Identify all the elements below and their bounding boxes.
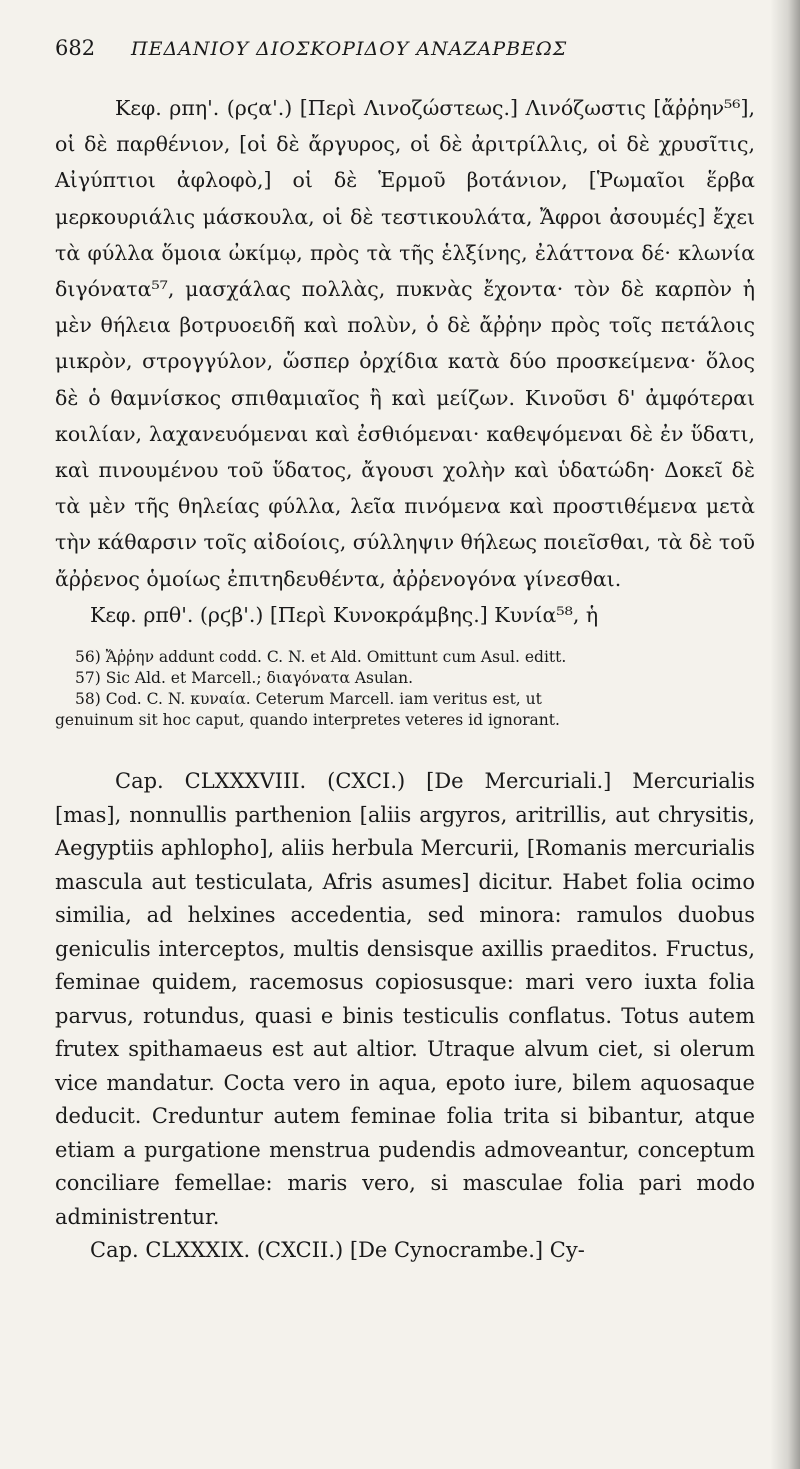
page-header [55, 36, 755, 82]
footnote-58-continuation: genuinum sit hoc caput, quando interpretes veteres id ignorant. [55, 711, 560, 730]
footnote-57: 57) Sic Ald. et Marcell.; διαγόνατα Asulan. [75, 669, 414, 688]
greek-chapter-linozostis: Κεφ. ρπη'. (ρϛα'.) [Περὶ Λινοζώστεως.] Λινόζωστις [ἄῤῥην⁵⁶], οἱ δὲ παρθένιον, [οἱ δὲ ἄργυρος, οἱ δὲ ἀριτρίλλις, οἱ δὲ χρυσῖτις, Αἰγύπτιοι ἀφλοφὸ,] οἱ δὲ Ἑρμοῦ βοτάνιον, [Ῥωμαῖοι ἕρβα μερκουριάλις μάσκουλα, οἱ δὲ τεστικουλάτα, Ἄφροι ἀσουμές] ἔχει τὰ φύλλα ὅμοια ὠκίμῳ, πρὸς τὰ τῆς ἑλξίνης, ἐλάττονα δέ· κλωνία διγόνατα⁵⁷, μασχάλας πολλὰς, πυκνὰς ἔχοντα· τὸν δὲ καρπὸν ἡ μὲν θήλεια βοτρυοειδῆ καὶ πολὺν, ὁ δὲ ἄῤῥην πρὸς τοῖς πετάλοις μικρὸν, στρογγύλον, ὥσπερ ὀρχίδια κατὰ δύο προσκείμενα· ὅλος δὲ ὁ θαμνίσκος σπιθαμιαῖος ἢ καὶ μείζων. Κινοῦσι δ' ἀμφότεραι κοιλίαν, λαχανευόμεναι καὶ ἐσθιόμεναι· καθεψόμεναι δὲ ἐν ὕδατι, καὶ πινουμένου τοῦ ὕδατος, ἄγουσι χολὴν καὶ ὑδατώδη· Δοκεῖ δὲ τὰ μὲν τῆς θηλείας φύλλα, λεῖα πινόμενα καὶ προστιθέμενα μετὰ τὴν κάθαρσιν τοῖς αἰδοίοις, σύλληψιν θήλεως ποιεῖσθαι, τὰ δὲ τοῦ ἄῤῥενος ὁμοίως ἐπιτηδευθέντα, ἀῤῥενογόνα γίνεσθαι. [55, 96, 755, 591]
page-edge-shadow [770, 0, 800, 1469]
latin-chapter-mercurialis: Cap. CLXXXVIII. (CXCI.) [De Mercuriali.] Mercurialis [mas], nonnullis parthenion [aliis argyros, aritrillis, aut chrysitis, Aegyptiis aphlopho], aliis herbula Mercurii, [Romanis mercurialis mascula aut testiculata, Afris asumes] dicitur. Habet folia ocimo similia, ad helxines accedentia, sed minora: ramulos duobus geniculis interceptos, multis densisque axillis praeditos. Fructus, feminae quidem, racemosus copiosusque: mari vero iuxta folia parvus, rotundus, quasi e binis testiculis conflatus. Totus autem frutex spithamaeus est aut altior. Utraque alvum ciet, si olerum vice mandatur. Cocta vero in aqua, epoto iure, bilem aquosaque deducit. Creduntur autem feminae folia trita si bibantur, atque etiam a purgatione menstrua pudendis admoveantur, conceptum conciliare femellae: maris vero, si masculae folia pari modo administrentur. [55, 769, 755, 1229]
footnote-58: 58) Cod. C. N. κυναία. Ceterum Marcell. iam veritus est, ut [75, 690, 542, 709]
greek-text-block [55, 90, 755, 633]
latin-chapter-cynocrambe: Cap. CLXXXIX. (CXCII.) [De Cynocrambe.] Cy- [90, 1238, 585, 1263]
page-number: 682 [55, 36, 96, 60]
book-page [55, 36, 755, 1268]
footnotes [55, 647, 755, 731]
footnote-56: 56) Ἄῤῥην addunt codd. C. N. et Ald. Omittunt cum Asul. editt. [75, 648, 567, 667]
greek-chapter-kynokrambe: Κεφ. ρπθ'. (ρϛβ'.) [Περὶ Κυνοκράμβης.] Κυνία⁵⁸, ἡ [90, 602, 599, 627]
running-head: ΠΕΔΑΝΙΟΥ ΔΙΟΣΚΟΡΙΔΟΥ ΑΝΑΖΑΡΒΕΩΣ [131, 38, 568, 60]
latin-text-block [55, 765, 755, 1268]
